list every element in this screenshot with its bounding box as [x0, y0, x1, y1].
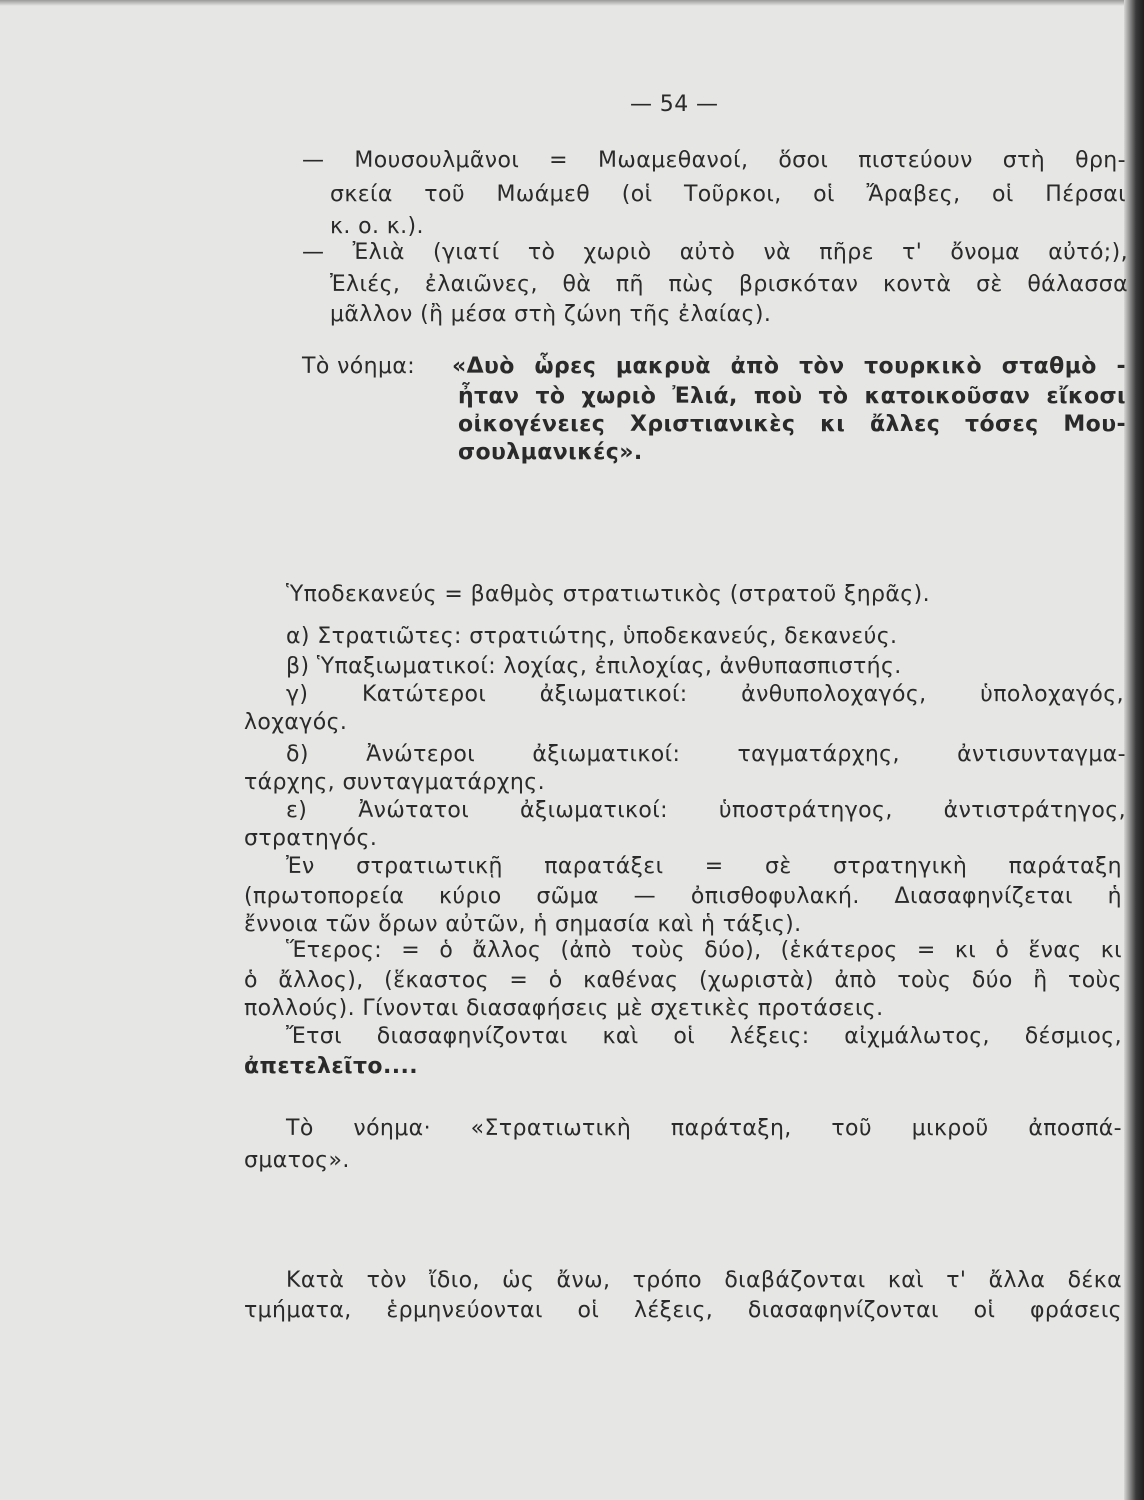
text-line: οἰκογένειες Χριστιανικὲς κι ἄλλες τόσες Μου-	[458, 412, 1126, 437]
text-line: ἔννοια τῶν ὅρων αὐτῶν, ἡ σημασία καὶ ἡ τάξις).	[244, 912, 802, 937]
text-line: μᾶλλον (ἢ μέσα στὴ ζώνη τῆς ἐλαίας).	[330, 302, 772, 327]
text-line: σκεία τοῦ Μωάμεθ (οἱ Τοῦρκοι, οἱ Ἄραβες, οἱ Πέρσαι	[330, 182, 1126, 207]
text-line: γ) Κατώτεροι ἀξιωματικοί: ἀνθυπολοχαγός, ὑπολοχαγός,	[286, 682, 1124, 707]
text-line: σουλμανικές».	[458, 440, 643, 465]
text-line: τμήματα, ἑρμηνεύονται οἱ λέξεις, διασαφηνίζονται οἱ φράσεις	[244, 1298, 1122, 1323]
text-line: Ἔτσι διασαφηνίζονται καὶ οἱ λέξεις: αἰχμάλωτος, δέσμιος,	[286, 1024, 1122, 1049]
text-line: κ. ο. κ.).	[330, 214, 424, 239]
text-line: (πρωτοπορεία κύριο σῶμα — ὀπισθοφυλακή. Διασαφηνίζεται ἡ	[244, 884, 1122, 909]
text-line: ὁ ἄλλος), (ἕκαστος = ὁ καθένας (χωριστὰ) ἀπὸ τοὺς δύο ἢ τοὺς	[244, 968, 1122, 993]
text-line: Ἕτερος: = ὁ ἄλλος (ἀπὸ τοὺς δύο), (ἑκάτερος = κι ὁ ἕνας κι	[286, 938, 1122, 963]
text-line: ἀπετελεῖτο....	[244, 1054, 418, 1079]
text-line: Ὑποδεκανεύς = βαθμὸς στρατιωτικὸς (στρατοῦ ξηρᾶς).	[286, 582, 930, 607]
text-line: ἦταν τὸ χωριὸ Ἐλιά, ποὺ τὸ κατοικοῦσαν εἴκοσι	[458, 384, 1126, 409]
text-line: «Δυὸ ὧρες μακρυὰ ἀπὸ τὸν τουρκικὸ σταθμὸ -	[452, 354, 1126, 379]
text-line: ε) Ἀνώτατοι ἀξιωματικοί: ὑποστράτηγος, ἀντιστράτηγος,	[286, 798, 1126, 823]
text-line: Τὸ νόημα· «Στρατιωτικὴ παράταξη, τοῦ μικροῦ ἀποσπά-	[286, 1116, 1122, 1141]
text-line: — Ἐλιὰ (γιατί τὸ χωριὸ αὐτὸ νὰ πῆρε τ' ὄνομα αὐτό;),	[302, 240, 1128, 265]
meaning-label: Τὸ νόημα:	[302, 354, 416, 379]
text-line: α) Στρατιῶτες: στρατιώτης, ὑποδεκανεύς, δεκανεύς.	[286, 624, 898, 649]
text-line: τάρχης, συνταγματάρχης.	[244, 770, 545, 795]
page-number: — 54 —	[630, 92, 719, 117]
scan-top-shadow	[0, 0, 1144, 6]
text-line: β) Ὑπαξιωματικοί: λοχίας, ἐπιλοχίας, ἀνθυπασπιστής.	[286, 654, 902, 679]
text-line: πολλούς). Γίνονται διασαφήσεις μὲ σχετικὲς προτάσεις.	[244, 996, 884, 1021]
text-line: λοχαγός.	[244, 710, 348, 735]
text-line: σματος».	[244, 1148, 350, 1173]
text-line: Ἐλιές, ἐλαιῶνες, θὰ πῆ πὼς βρισκόταν κοντὰ σὲ θάλασσα	[330, 272, 1128, 297]
text-line: Κατὰ τὸν ἴδιο, ὡς ἄνω, τρόπο διαβάζονται καὶ τ' ἄλλα δέκα	[286, 1268, 1122, 1293]
text-line: Ἐν στρατιωτικῇ παρατάξει = σὲ στρατηγικὴ παράταξη	[286, 854, 1122, 879]
text-line: — Μουσουλμᾶνοι = Μωαμεθανοί, ὅσοι πιστεύουν στὴ θρη-	[302, 148, 1126, 173]
text-line: δ) Ἀνώτεροι ἀξιωματικοί: ταγματάρχης, ἀντισυνταγμα-	[286, 742, 1126, 767]
text-line: στρατηγός.	[244, 826, 378, 851]
scan-right-shadow	[1124, 0, 1144, 1500]
